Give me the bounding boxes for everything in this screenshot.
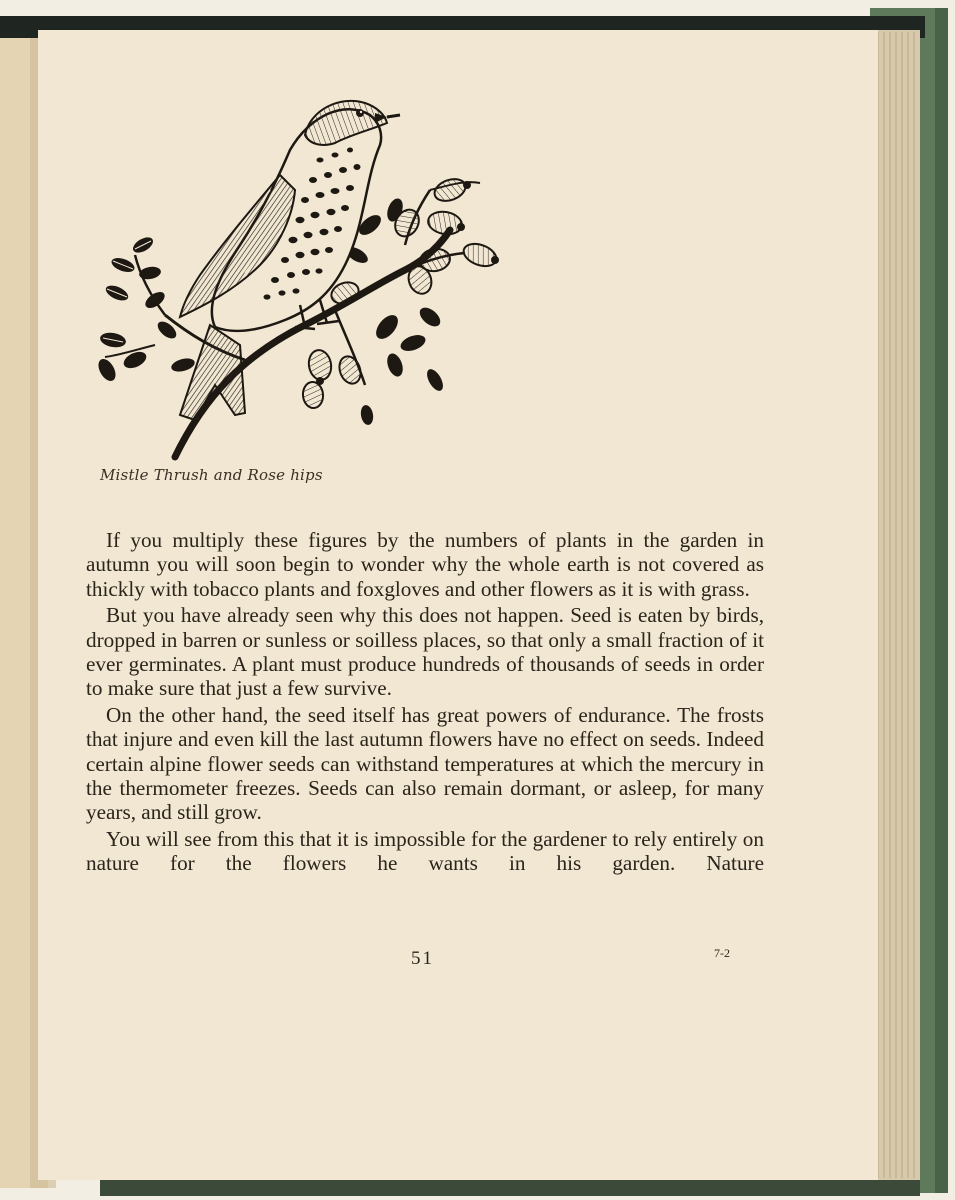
paragraph: But you have already seen why this does not happen. Seed is eaten by birds, dropped in barren or sunless or soilless places, so that only a small fraction of it ever germinates. A plant must produce hundreds of thousands of seeds in order to make sure that just a few survive. bbox=[86, 603, 764, 701]
mistle-thrush-illustration bbox=[95, 95, 505, 465]
signature-mark: 7-2 bbox=[714, 946, 730, 960]
body-text bbox=[86, 528, 764, 876]
paragraph: On the other hand, the seed itself has great powers of endurance. The frosts that injure and even kill the last autumn flowers have no effect on seeds. Indeed certain alpine flower seeds can withstand temperatures at which the mercury in the thermometer freezes. Seeds can also remain dormant, or asleep, for many years, and still grow. bbox=[86, 702, 764, 825]
paragraph: You will see from this that it is impossible for the gardener to rely entirely on nature for the flowers he wants in his garden. Nature bbox=[86, 826, 764, 876]
cover-bottom-edge bbox=[100, 1178, 920, 1196]
bird-eye bbox=[356, 109, 364, 117]
bird-tail bbox=[180, 325, 245, 420]
paragraph: If you multiply these figures by the numbers of plants in the garden in autumn you will soon begin to wonder why the whole earth is not covered as thickly with tobacco plants and foxgloves and other flowers as it is with grass. bbox=[86, 528, 764, 601]
page-number: 51 bbox=[411, 948, 434, 969]
illustration-caption: Mistle Thrush and Rose hips bbox=[100, 466, 323, 484]
